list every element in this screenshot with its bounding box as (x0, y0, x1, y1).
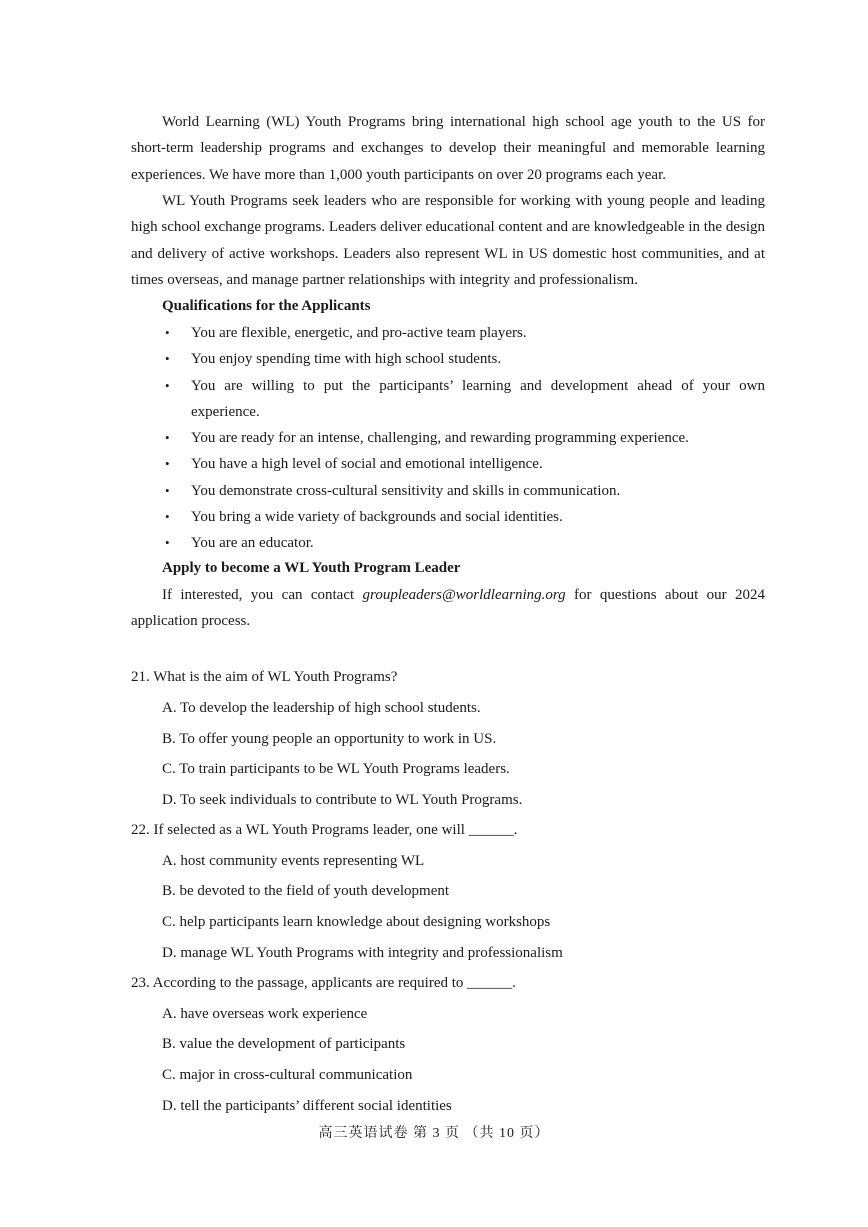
list-item (131, 425, 765, 451)
apply-text-after: for questions about our 2024 application process. (131, 587, 766, 630)
passage-paragraph-2: WL Youth Programs seek leaders who are responsible for working with young people and leading high school exchange programs. Leaders deliver educational content and are knowledgeable in the design and delivery of active workshops. Leaders also represent WL in US domestic host communities, and at times overseas, and manage partner relationships with integrity and professionalism. (131, 193, 765, 288)
bullet-icon: • (165, 509, 170, 525)
question-23-stem: 23. According to the passage, applicants are required to ______. (131, 975, 516, 991)
list-item (131, 346, 765, 372)
qualification-text: You demonstrate cross-cultural sensitivity and skills in communication. (191, 482, 621, 499)
apply-text-before: If interested, you can contact (162, 587, 363, 603)
passage-paragraph-1: World Learning (WL) Youth Programs bring international high school age youth to the US for short-term leadership programs and exchanges to develop their meaningful and memorable learning experiences. We have more than 1,000 youth participants on over 20 programs each year. (131, 114, 765, 183)
qualification-text: You are flexible, energetic, and pro-active team players. (191, 325, 527, 341)
list-item (131, 451, 765, 477)
bullet-icon: • (165, 430, 170, 446)
contact-email: groupleaders@worldlearning.org (362, 587, 566, 603)
question-21-stem: 21. What is the aim of WL Youth Programs? (131, 669, 398, 685)
bullet-icon: • (165, 351, 170, 367)
qualification-text: You are ready for an intense, challenging, and rewarding programming experience. (191, 430, 689, 447)
list-item (131, 373, 765, 426)
question-23-option-c: C. major in cross-cultural communication (162, 1067, 413, 1083)
list-item (131, 504, 765, 530)
question-22-option-a: A. host community events representing WL (162, 853, 425, 869)
question-21-option-a: A. To develop the leadership of high school students. (162, 700, 481, 716)
bullet-icon: • (165, 377, 170, 393)
question-22-stem: 22. If selected as a WL Youth Programs leader, one will ______. (131, 822, 518, 838)
qualification-text: You are an educator. (191, 535, 314, 552)
qualification-text: You have a high level of social and emotional intelligence. (191, 456, 543, 473)
qualifications-list (131, 320, 765, 557)
list-item (131, 478, 765, 504)
question-21-option-c: C. To train participants to be WL Youth Programs leaders. (162, 761, 510, 777)
question-23-option-b: B. value the development of participants (162, 1036, 406, 1052)
question-21-option-b: B. To offer young people an opportunity to work in US. (162, 731, 497, 747)
question-23-option-a: A. have overseas work experience (162, 1006, 368, 1022)
qualifications-heading: Qualifications for the Applicants (162, 298, 371, 314)
question-21-option-d: D. To seek individuals to contribute to WL Youth Programs. (162, 792, 523, 808)
page-footer: 高三英语试卷 第 3 页 （共 10 页） (318, 1126, 550, 1141)
question-23-option-d: D. tell the participants’ different social identities (162, 1098, 452, 1114)
question-22-option-b: B. be devoted to the field of youth development (162, 883, 450, 899)
question-22-option-d: D. manage WL Youth Programs with integrity and professionalism (162, 945, 563, 961)
list-item (131, 320, 765, 346)
bullet-icon: • (165, 482, 170, 498)
bullet-icon: • (165, 535, 170, 551)
apply-heading: Apply to become a WL Youth Program Leader (162, 560, 461, 576)
qualification-text: You are willing to put the participants’ learning and development ahead of your own experience. (191, 377, 765, 420)
qualification-text: You enjoy spending time with high school students. (191, 351, 502, 368)
apply-paragraph (131, 582, 765, 635)
bullet-icon: • (165, 456, 170, 472)
question-22-option-c: C. help participants learn knowledge about designing workshops (162, 914, 551, 930)
list-item (131, 530, 765, 556)
qualification-text: You bring a wide variety of backgrounds and social identities. (191, 509, 563, 526)
bullet-icon: • (165, 325, 170, 340)
